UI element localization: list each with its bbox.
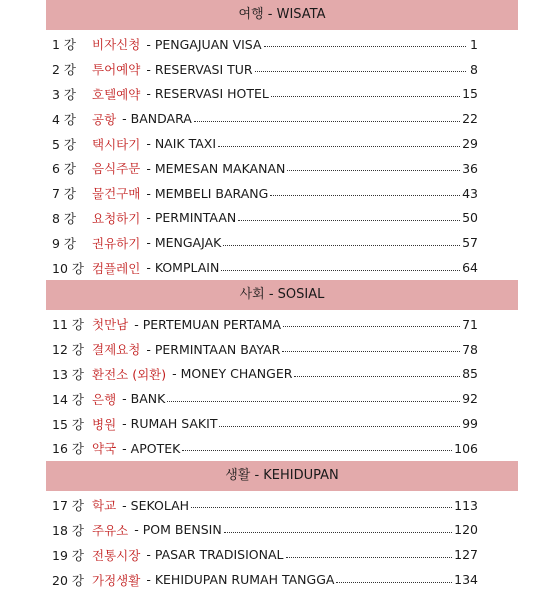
separator: - (146, 136, 151, 152)
lesson-number: 2 강 (52, 62, 77, 78)
indonesian-title: SEKOLAH (130, 497, 190, 513)
toc-entry[interactable] (46, 542, 518, 567)
toc-entry[interactable] (46, 206, 518, 231)
toc-entry[interactable] (46, 362, 518, 387)
lesson-number: 9 강 (52, 235, 77, 251)
korean-title: 컴플레인 (92, 260, 141, 276)
toc-entry[interactable] (46, 312, 518, 337)
section-header: 여행 - WISATA (46, 0, 518, 30)
dot-leader (271, 95, 460, 97)
page-number: 106 (454, 440, 478, 456)
dot-leader (167, 400, 460, 402)
indonesian-title: PERTEMUAN PERTAMA (142, 316, 282, 332)
korean-title: 가정생활 (92, 572, 141, 588)
indonesian-title: KOMPLAIN (154, 260, 220, 276)
dot-leader (294, 375, 460, 377)
lesson-number: 1 강 (52, 37, 77, 53)
page-number: 92 (462, 391, 478, 407)
dot-leader (282, 350, 460, 352)
page-number: 127 (454, 547, 478, 563)
indonesian-title: APOTEK (130, 440, 181, 456)
separator: - (122, 111, 127, 127)
korean-title: 환전소 (외환) (92, 366, 167, 382)
korean-title: 전통시장 (92, 547, 141, 563)
dot-leader (191, 506, 452, 508)
lesson-number: 4 강 (52, 111, 77, 127)
separator: - (146, 86, 151, 102)
dot-leader (223, 244, 460, 246)
indonesian-title: MONEY CHANGER (180, 366, 293, 382)
separator: - (122, 497, 127, 513)
korean-title: 병원 (92, 416, 117, 432)
dot-leader (270, 194, 460, 196)
indonesian-title: NAIK TAXI (154, 136, 217, 152)
separator: - (134, 522, 139, 538)
indonesian-title: MEMESAN MAKANAN (154, 160, 286, 176)
dot-leader (238, 219, 460, 221)
indonesian-title: PERMINTAAN (154, 210, 237, 226)
toc-entry[interactable] (46, 255, 518, 280)
indonesian-title: RESERVASI TUR (154, 61, 253, 77)
lesson-number: 17 강 (52, 498, 84, 514)
lesson-number: 3 강 (52, 86, 77, 102)
dot-leader (224, 531, 452, 533)
dot-leader (194, 120, 460, 122)
page-number: 22 (462, 111, 478, 127)
separator: - (146, 235, 151, 251)
indonesian-title: KEHIDUPAN RUMAH TANGGA (154, 572, 335, 588)
korean-title: 권유하기 (92, 235, 141, 251)
page-number: 50 (462, 210, 478, 226)
separator: - (122, 440, 127, 456)
indonesian-title: MEMBELI BARANG (154, 185, 269, 201)
lesson-number: 13 강 (52, 366, 84, 382)
toc-entry[interactable] (46, 493, 518, 518)
lesson-number: 20 강 (52, 572, 84, 588)
lesson-number: 7 강 (52, 186, 77, 202)
page-number: 29 (462, 136, 478, 152)
dot-leader (218, 145, 460, 147)
toc-entry[interactable] (46, 57, 518, 82)
toc-entry[interactable] (46, 567, 518, 592)
dot-leader (221, 269, 460, 271)
korean-title: 은행 (92, 391, 117, 407)
toc-entry[interactable] (46, 411, 518, 436)
dot-leader (219, 425, 460, 427)
page-number: 57 (462, 235, 478, 251)
separator: - (146, 36, 151, 52)
separator: - (146, 547, 151, 563)
korean-title: 호텔예약 (92, 86, 141, 102)
lesson-number: 12 강 (52, 342, 84, 358)
toc-entry[interactable] (46, 181, 518, 206)
lesson-number: 15 강 (52, 416, 84, 432)
toc-entry[interactable] (46, 386, 518, 411)
separator: - (172, 366, 177, 382)
toc-entry[interactable] (46, 156, 518, 181)
indonesian-title: PENGAJUAN VISA (154, 36, 262, 52)
page-number: 36 (462, 160, 478, 176)
lesson-number: 14 강 (52, 391, 84, 407)
section-header: 생활 - KEHIDUPAN (46, 461, 518, 491)
lesson-number: 19 강 (52, 547, 84, 563)
korean-title: 택시타기 (92, 136, 141, 152)
indonesian-title: BANK (130, 391, 166, 407)
toc-entry[interactable] (46, 131, 518, 156)
section-header: 사회 - SOSIAL (46, 280, 518, 310)
page-number: 71 (462, 316, 478, 332)
korean-title: 물건구매 (92, 186, 141, 202)
dot-leader (287, 169, 460, 171)
lesson-number: 5 강 (52, 136, 77, 152)
indonesian-title: PASAR TRADISIONAL (154, 547, 284, 563)
toc-entry[interactable] (46, 337, 518, 362)
separator: - (146, 260, 151, 276)
page-number: 15 (462, 86, 478, 102)
korean-title: 요청하기 (92, 210, 141, 226)
page-number: 99 (462, 416, 478, 432)
toc-entry[interactable] (46, 32, 518, 57)
page-number: 1 (470, 36, 478, 52)
lesson-number: 11 강 (52, 317, 84, 333)
page-number: 113 (454, 497, 478, 513)
dot-leader (283, 325, 460, 327)
lesson-number: 18 강 (52, 522, 84, 538)
korean-title: 약국 (92, 441, 117, 457)
lesson-number: 10 강 (52, 260, 84, 276)
separator: - (146, 61, 151, 77)
indonesian-title: RESERVASI HOTEL (154, 86, 269, 102)
korean-title: 첫만남 (92, 317, 129, 333)
separator: - (146, 572, 151, 588)
dot-leader (286, 556, 453, 558)
lesson-number: 8 강 (52, 210, 77, 226)
toc-entry[interactable] (46, 518, 518, 543)
separator: - (122, 391, 127, 407)
page-number: 134 (454, 572, 478, 588)
dot-leader (255, 70, 466, 72)
separator: - (146, 160, 151, 176)
indonesian-title: MENGAJAK (154, 235, 222, 251)
toc-entry[interactable] (46, 82, 518, 107)
page-number: 43 (462, 185, 478, 201)
dot-leader (336, 581, 452, 583)
table-of-contents (46, 0, 518, 592)
toc-entry[interactable] (46, 230, 518, 255)
page-number: 120 (454, 522, 478, 538)
korean-title: 음식주문 (92, 161, 141, 177)
dot-leader (264, 45, 466, 47)
indonesian-title: BANDARA (130, 111, 192, 127)
indonesian-title: RUMAH SAKIT (130, 416, 218, 432)
separator: - (146, 341, 151, 357)
lesson-number: 6 강 (52, 161, 77, 177)
indonesian-title: POM BENSIN (142, 522, 222, 538)
page-number: 8 (470, 61, 478, 77)
korean-title: 공항 (92, 111, 117, 127)
lesson-number: 16 강 (52, 441, 84, 457)
page-number: 64 (462, 260, 478, 276)
separator: - (146, 210, 151, 226)
separator: - (134, 316, 139, 332)
korean-title: 학교 (92, 498, 117, 514)
korean-title: 비자신청 (92, 37, 141, 53)
korean-title: 투어예약 (92, 62, 141, 78)
toc-entry[interactable] (46, 106, 518, 131)
separator: - (122, 416, 127, 432)
indonesian-title: PERMINTAAN BAYAR (154, 341, 281, 357)
page-number: 85 (462, 366, 478, 382)
page-number: 78 (462, 341, 478, 357)
toc-entry[interactable] (46, 436, 518, 461)
dot-leader (182, 449, 452, 451)
korean-title: 결제요청 (92, 342, 141, 358)
korean-title: 주유소 (92, 522, 129, 538)
separator: - (146, 185, 151, 201)
